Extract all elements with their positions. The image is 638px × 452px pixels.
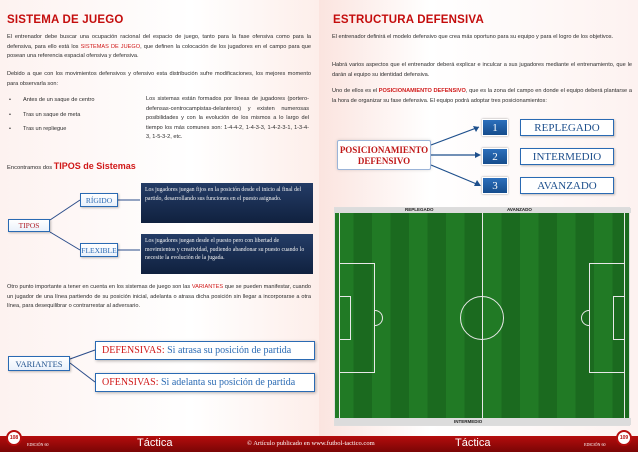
option-intermedio: INTERMEDIO	[520, 148, 614, 165]
right-goal-area	[613, 296, 625, 340]
option-3-number: 3	[482, 177, 508, 194]
brand-right: Táctica	[455, 437, 491, 449]
left-goal-area	[339, 296, 351, 340]
option-avanzado: AVANZADO	[520, 177, 614, 194]
right-paragraph-3	[332, 87, 632, 106]
types-title: TIPOS de Sistemas	[53, 161, 136, 171]
variants-text-b: que se pueden manifestar, cuando un jugador de una línea partiendo de su posición inicial, adelanta o atrasa dicha posición sin llegar a incorporarse a otra línea, para desequilibrar o contrarrestar al adversario.	[7, 284, 311, 310]
systems-paragraph: Los sistemas están formados por líneas de jugadores (portero-defensas-centrocampistas-delanteros) y existen numerosas posibilidades y con la evolución de los mismos a lo largo del tiempo los más comunes son: 1-4-4-2, 1-4-3-3, 1-4-2-3-1, 1-3-4-3, 1-5-3-2, etc.	[146, 96, 309, 141]
brand-left: Táctica	[137, 437, 173, 449]
option-2-number: 2	[482, 148, 508, 165]
field-label-replegado: REPLEGADO	[405, 207, 434, 212]
page-number-left: 108	[6, 430, 22, 446]
flexible-box: FLEXIBLE	[80, 243, 118, 257]
bullet-icon: •	[9, 97, 11, 103]
bullet-icon: •	[9, 111, 11, 118]
right-paragraph-2: Habrá varios aspectos que el entrenador deberá explicar e inculcar a sus jugadores mediante el entrenamiento, que le darán al equipo su identidad defensiva.	[332, 62, 632, 78]
field-top-band	[335, 208, 631, 213]
defensivas-label: DEFENSIVAS:	[102, 345, 165, 356]
bullet-text: Tras un repliegue	[23, 126, 67, 132]
footer-bar	[0, 436, 638, 452]
defensivo-label: DEFENSIVO	[357, 156, 411, 166]
moves-paragraph: Debido a que con los movimientos defensivos y ofensivo esta distribución sufre modificaciones, los mejores momento para observarla son:	[7, 71, 311, 87]
posicionamiento-label: POSICIONAMIENTO	[339, 145, 429, 155]
p3-text-a: Uno de ellos es el	[332, 88, 379, 94]
intro-text-b: , que definen la colocación de los jugadores en el campo para que posean una referencia espacial ofensiva y defensiva.	[7, 43, 312, 60]
right-title: ESTRUCTURA DEFENSIVA	[333, 14, 484, 26]
left-title: SISTEMA DE JUEGO	[7, 14, 124, 26]
rigido-box: RÍGIDO	[80, 193, 118, 207]
intro-highlight: SISTEMAS DE JUEGO	[80, 43, 141, 50]
center-circle	[460, 296, 504, 340]
option-replegado: REPLEGADO	[520, 119, 614, 136]
field-label-avanzado: AVANZADO	[507, 207, 532, 212]
flexible-description: Los jugadores juegan desde el puesto pero con libertad de movimientos y creatividad, pudiendo abandonar su puesto cuando lo necesite la evolución de la jugada.	[141, 234, 313, 274]
variants-text-a: Otro punto importante a tener en cuenta en los sistemas de juego son las	[7, 284, 192, 290]
edition-left: EDICIÓN 60	[27, 442, 49, 447]
field-bottom-band	[335, 418, 631, 425]
right-paragraph-1: El entrenador definirá el modelo defensivo que crea más oportuno para su equipo y para el logro de los objetivos.	[332, 34, 614, 40]
variantes-box: VARIANTES	[8, 356, 70, 371]
edition-right: EDICIÓN 60	[584, 442, 606, 447]
intro-text-a: El entrenador debe buscar una ocupación racional del espacio de juego, tanto para la fase ofensiva como para la defensiva, para ello está los	[7, 34, 311, 50]
types-intro: Encontramos dos	[7, 165, 54, 171]
variants-highlight: VARIANTES	[191, 284, 224, 290]
tipos-box: TIPOS	[8, 219, 50, 232]
posicionamiento-box	[337, 140, 431, 170]
ofensivas-text: Si adelanta su posición de partida	[158, 377, 296, 388]
rigido-description: Los jugadores juegan fijos en la posición desde el inicio al final del partido, desarrollando sus funciones en el puesto asignado.	[141, 183, 313, 223]
p3-highlight: POSICIONAMIENTO DEFENSIVO	[378, 88, 466, 94]
ofensivas-label: OFENSIVAS:	[102, 377, 159, 388]
bullet-icon: •	[9, 126, 11, 132]
variants-paragraph	[7, 283, 311, 312]
defensivas-box	[95, 341, 315, 360]
p3-text-b: , que es la zona del campo en donde el equipo deberá plantarse a la hora de organizar su fase defensiva. El equipo podrá adoptar tres posicionamientos:	[332, 88, 632, 104]
ofensivas-box	[95, 373, 315, 392]
footer-credit: © Artículo publicado en www.futbol-tactico.com	[247, 440, 375, 447]
page-number-right: 109	[616, 430, 632, 446]
bullet-text: Antes de un saque de centro	[23, 97, 95, 103]
field-label-intermedio: INTERMEDIO	[454, 419, 483, 424]
bullet-text: Tras un saque de meta	[23, 111, 81, 118]
defensivas-text: Si atrasa su posición de partida	[164, 345, 292, 356]
football-field	[334, 207, 630, 426]
option-1-number: 1	[482, 119, 508, 136]
